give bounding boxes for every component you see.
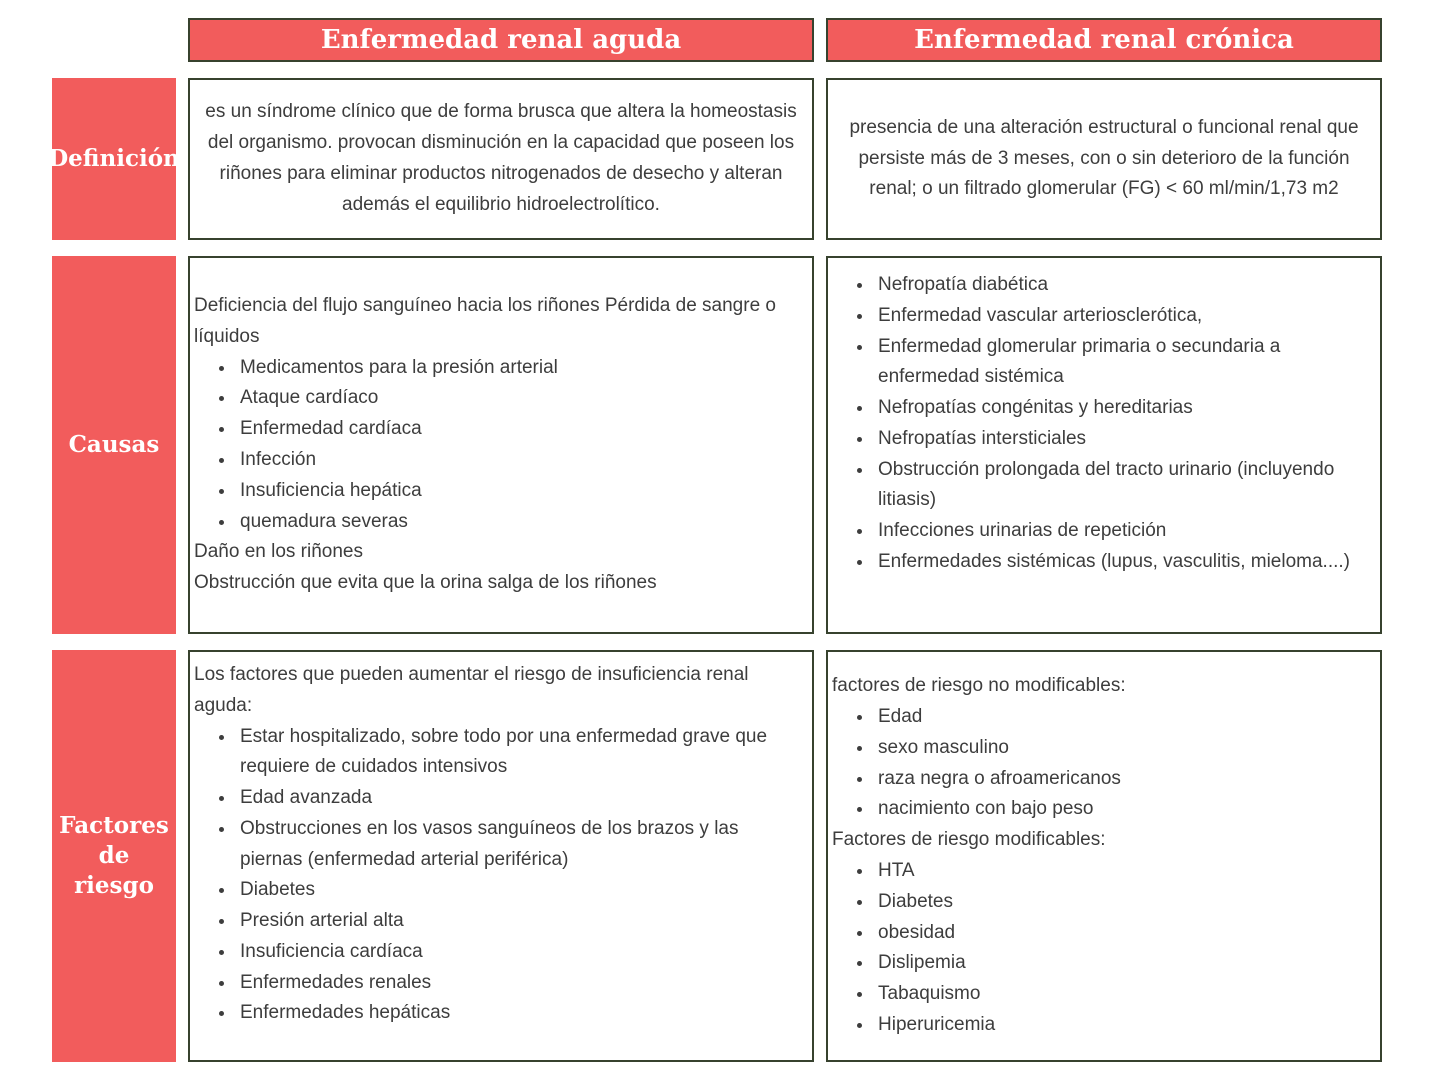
list-item: • Dislipemia <box>874 948 1370 979</box>
row-label-factores: Factores de riesgo <box>52 650 176 1062</box>
definicion-cronica-text: presencia de una alteración estructural o funcional renal que persiste más de 3 meses, con o sin deterioro de la función renal; o un filtrado glomerular (FG) < 60 ml/min/1,73 m2 <box>849 116 1359 200</box>
cell-causas-cronica <box>826 256 1382 634</box>
list-item: • Estar hospitalizado, sobre todo por una enfermedad grave que requiere de cuidados intensivos <box>236 722 802 784</box>
list-item: • Obstrucción prolongada del tracto urinario (incluyendo litiasis) <box>874 455 1370 517</box>
causas-aguda-outro1: Daño en los riñones <box>194 541 363 563</box>
causas-aguda-list <box>194 353 802 538</box>
factores-aguda-intro: Los factores que pueden aumentar el riesgo de insuficiencia renal aguda: <box>194 664 749 716</box>
list-item: • Diabetes <box>874 887 1370 918</box>
cell-factores-cronica <box>826 650 1382 1062</box>
list-item: • Enfermedades hepáticas <box>236 998 802 1029</box>
list-item: • Enfermedad cardíaca <box>236 414 802 445</box>
comparison-table <box>48 18 1386 1062</box>
list-item: • Insuficiencia cardíaca <box>236 937 802 968</box>
list-item: • Nefropatía diabética <box>874 270 1370 301</box>
cell-factores-aguda <box>188 650 814 1062</box>
list-item: • Obstrucciones en los vasos sanguíneos de los brazos y las piernas (enfermedad arterial periférica) <box>236 814 802 876</box>
factores-cronica-intro2: Factores de riesgo modificables: <box>832 829 1106 851</box>
list-item: • HTA <box>874 856 1370 887</box>
column-header-cronica: Enfermedad renal crónica <box>826 18 1382 62</box>
list-item: • Ataque cardíaco <box>236 383 802 414</box>
list-item: • Edad <box>874 702 1370 733</box>
row-label-definicion: Definición <box>52 78 176 240</box>
list-item: • nacimiento con bajo peso <box>874 794 1370 825</box>
row-label-causas: Causas <box>52 256 176 634</box>
list-item: • Edad avanzada <box>236 783 802 814</box>
list-item: • Enfermedades sistémicas (lupus, vasculitis, mieloma....) <box>874 547 1370 578</box>
list-item: • raza negra o afroamericanos <box>874 764 1370 795</box>
list-item: • Hiperuricemia <box>874 1010 1370 1041</box>
definicion-aguda-text: es un síndrome clínico que de forma brusca que altera la homeostasis del organismo. provocan disminución en la capacidad que poseen los riñones para eliminar productos nitrogenados de desecho y alteran además el equilibrio hidroelectrolítico. <box>205 101 797 215</box>
factores-aguda-list <box>194 722 802 1030</box>
list-item: • quemadura severas <box>236 507 802 538</box>
list-item: • Diabetes <box>236 875 802 906</box>
list-item: • Nefropatías intersticiales <box>874 424 1370 455</box>
list-item: • Nefropatías congénitas y hereditarias <box>874 393 1370 424</box>
causas-aguda-intro: Deficiencia del flujo sanguíneo hacia los riñones Pérdida de sangre o líquidos <box>194 295 776 347</box>
cell-definicion-cronica <box>826 78 1382 240</box>
factores-cronica-intro1: factores de riesgo no modificables: <box>832 675 1126 697</box>
list-item: • Medicamentos para la presión arterial <box>236 353 802 384</box>
factores-cronica-list-no-modificables <box>832 702 1370 825</box>
list-item: • Enfermedad glomerular primaria o secundaria a enfermedad sistémica <box>874 332 1370 394</box>
factores-cronica-list-modificables <box>832 856 1370 1041</box>
corner-empty-cell <box>52 18 176 62</box>
cell-definicion-aguda <box>188 78 814 240</box>
list-item: • obesidad <box>874 918 1370 949</box>
list-item: • Insuficiencia hepática <box>236 476 802 507</box>
list-item: • Presión arterial alta <box>236 906 802 937</box>
list-item: • Enfermedad vascular arteriosclerótica, <box>874 301 1370 332</box>
list-item: • Enfermedades renales <box>236 968 802 999</box>
list-item: • Infecciones urinarias de repetición <box>874 516 1370 547</box>
list-item: • sexo masculino <box>874 733 1370 764</box>
cell-causas-aguda <box>188 256 814 634</box>
column-header-aguda: Enfermedad renal aguda <box>188 18 814 62</box>
causas-aguda-outro2: Obstrucción que evita que la orina salga de los riñones <box>194 572 657 594</box>
list-item: • Tabaquismo <box>874 979 1370 1010</box>
causas-cronica-list <box>832 270 1370 578</box>
list-item: • Infección <box>236 445 802 476</box>
